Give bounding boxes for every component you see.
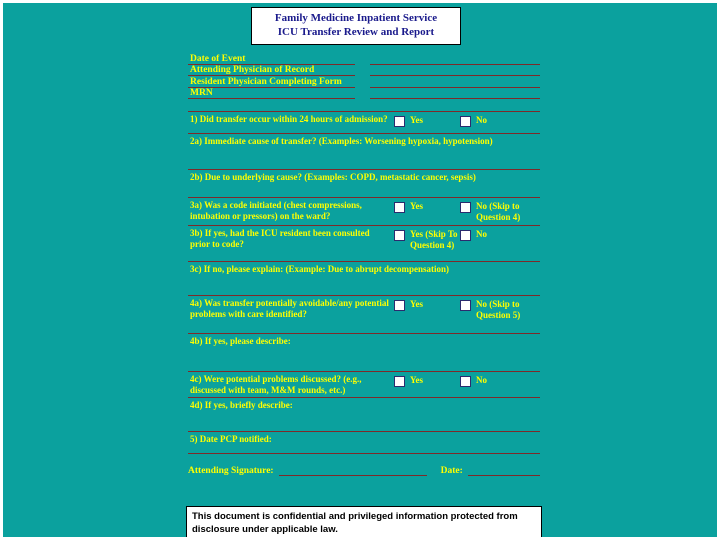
date-of-event-field[interactable] (370, 64, 540, 65)
q5-response-area[interactable] (188, 445, 540, 453)
question-2b-text: 2b) Due to underlying cause? (Examples: COPD, metastatic cancer, sepsis) (190, 172, 476, 182)
question-row-5 (188, 432, 540, 454)
signature-date-label: Date: (440, 466, 463, 477)
question-3b-text: 3b) If yes, had the ICU resident been consulted prior to code? (190, 228, 370, 250)
question-row-3a (188, 198, 540, 226)
q3a-no-label: No (Skip to Question 4) (476, 201, 521, 222)
q3a-yes-checkbox[interactable] (394, 202, 405, 213)
question-row-4c (188, 372, 540, 398)
resident-physician-field[interactable] (370, 87, 540, 88)
q3a-yes-label: Yes (410, 201, 423, 211)
question-3a-text: 3a) Was a code initiated (chest compressions, intubation or pressors) on the ward? (190, 200, 362, 222)
q1-yes-option (394, 112, 460, 133)
question-row-2a (188, 134, 540, 170)
q4a-no-label: No (Skip to Question 5) (476, 299, 521, 320)
q1-no-label: No (476, 115, 487, 125)
mrn-field[interactable] (370, 98, 540, 99)
question-4c-text: 4c) Were potential problems discussed? (e.g., discussed with team, M&M rounds, etc.) (190, 374, 362, 396)
q3a-yes-option (394, 198, 460, 225)
question-row-2b (188, 170, 540, 198)
q1-no-option (460, 112, 540, 133)
question-3c-text: 3c) If no, please explain: (Example: Due to abrupt decompensation) (190, 264, 449, 274)
signature-row (188, 465, 540, 476)
q4c-yes-label: Yes (410, 375, 423, 385)
attending-signature-line[interactable] (279, 465, 427, 476)
q1-no-checkbox[interactable] (460, 116, 471, 127)
form-title-line2: ICU Transfer Review and Report (277, 26, 435, 39)
q4b-response-area[interactable] (188, 347, 540, 371)
q3b-yes-option (394, 226, 460, 261)
header-row-attending-physician (188, 65, 540, 77)
q3c-response-area[interactable] (188, 275, 540, 295)
question-4a-text: 4a) Was transfer potentially avoidable/any potential problems with care identified? (190, 298, 389, 320)
question-4d-text: 4d) If yes, briefly describe: (190, 400, 293, 410)
q4d-response-area[interactable] (188, 411, 540, 431)
q3b-no-option (460, 226, 540, 261)
q4c-no-label: No (476, 375, 487, 385)
q4a-yes-checkbox[interactable] (394, 300, 405, 311)
mrn-label: MRN (188, 88, 355, 99)
q1-yes-checkbox[interactable] (394, 116, 405, 127)
q4c-yes-checkbox[interactable] (394, 376, 405, 387)
question-5-text: 5) Date PCP notified: (190, 434, 272, 444)
signature-date-line[interactable] (468, 465, 540, 476)
confidentiality-disclaimer: This document is confidential and privileged information protected from disclosure under applicable law. (186, 506, 542, 540)
question-row-4d (188, 398, 540, 432)
attending-signature-label: Attending Signature: (188, 466, 274, 477)
q2b-response-area[interactable] (188, 183, 540, 197)
q4a-yes-option (394, 296, 460, 333)
question-table (188, 111, 540, 454)
q4a-no-checkbox[interactable] (460, 300, 471, 311)
form-body (188, 53, 540, 476)
q3b-no-label: No (476, 229, 487, 239)
q3b-yes-checkbox[interactable] (394, 230, 405, 241)
q4c-no-checkbox[interactable] (460, 376, 471, 387)
question-1-text: 1) Did transfer occur within 24 hours of admission? (190, 114, 388, 124)
date-of-event-label: Date of Event (188, 54, 355, 65)
q4a-yes-label: Yes (410, 299, 423, 309)
q2a-response-area[interactable] (188, 147, 540, 169)
q4c-yes-option (394, 372, 460, 397)
question-row-4b (188, 334, 540, 372)
form-title-line1: Family Medicine Inpatient Service (274, 12, 438, 24)
q1-yes-label: Yes (410, 115, 423, 125)
question-row-1 (188, 112, 540, 134)
q3a-no-option (460, 198, 540, 225)
q4c-no-option (460, 372, 540, 397)
question-row-3c (188, 262, 540, 296)
q3b-no-checkbox[interactable] (460, 230, 471, 241)
question-row-4a (188, 296, 540, 334)
q3a-no-checkbox[interactable] (460, 202, 471, 213)
question-row-3b (188, 226, 540, 262)
header-row-date-of-event (188, 53, 540, 65)
header-row-resident-physician (188, 76, 540, 88)
q4a-no-option (460, 296, 540, 333)
attending-physician-label: Attending Physician of Record (188, 65, 355, 76)
attending-physician-field[interactable] (370, 75, 540, 76)
resident-physician-label: Resident Physician Completing Form (188, 77, 355, 88)
header-row-mrn (188, 88, 540, 100)
form-title-box (251, 7, 461, 45)
question-2a-text: 2a) Immediate cause of transfer? (Examples: Worsening hypoxia, hypotension) (190, 136, 493, 146)
question-4b-text: 4b) If yes, please describe: (190, 336, 291, 346)
q3b-yes-label: Yes (Skip To Question 4) (410, 229, 458, 250)
